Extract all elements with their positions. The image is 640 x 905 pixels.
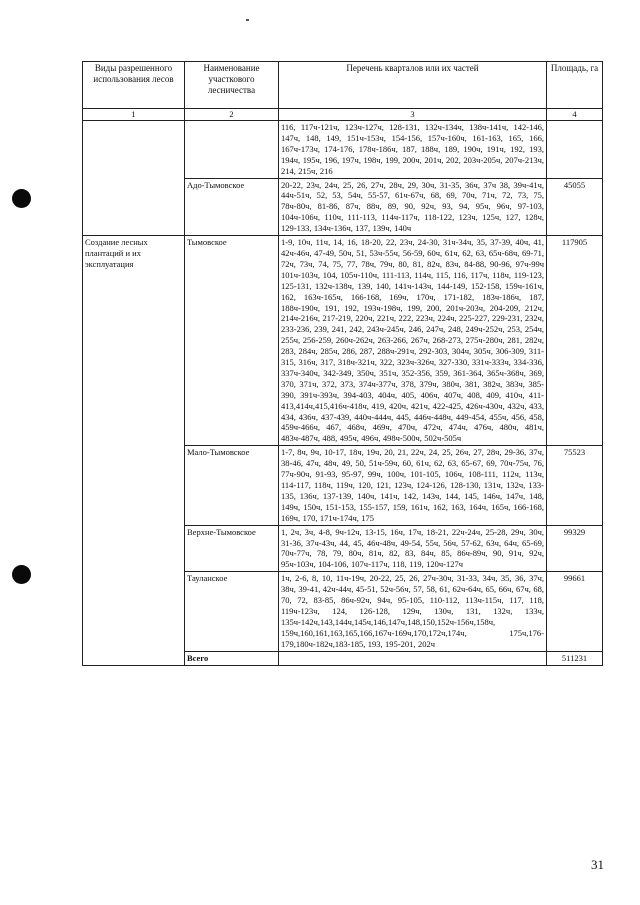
forestry-cell: Тауланское	[185, 572, 279, 651]
header-use-type: Виды разрешенного использования лесов	[83, 62, 185, 109]
quarters-cell: 1, 2ч, 3ч, 4-8, 9ч-12ч, 13-15, 16ч, 17ч, 18-21, 22ч-24ч, 25-28, 29ч, 30ч, 31-36, 37ч-43ч, 44, 45, 46ч-48ч, 49-54, 55ч, 56ч, 57-62, 63ч, 64ч, 65-69, 70ч-77ч, 78, 79, 80ч, 81ч, 82, 83, 84ч, 85, 86ч-89ч, 90, 91ч, 92ч, 95ч-103ч, 104-106, 107ч-117ч, 118, 119, 120ч-127ч	[279, 525, 547, 572]
column-number: 3	[279, 109, 547, 121]
total-area: 511231	[547, 651, 603, 665]
forestry-cell	[185, 121, 279, 179]
column-number: 2	[185, 109, 279, 121]
quarters-cell: 1-9, 10ч, 11ч, 14, 16, 18-20, 22, 23ч, 24-30, 31ч-34ч, 35, 37-39, 40ч, 41, 42ч-46ч, 47-49, 50ч, 51, 53ч-55ч, 56-59, 60ч, 61ч, 62, 63, 65ч-68ч, 69-71, 72ч, 73ч, 74, 75, 77, 78ч, 79ч, 80, 81, 82ч, 83ч, 84-88, 90-96, 97ч-99ч 101ч-103ч, 104, 105ч-110ч, 111-113, 114ч, 115, 116, 117ч, 118ч, 119-123, 125-131, 132ч-138ч, 139, 140, 141ч-143ч, 144-149, 152-158, 159ч-161ч, 162, 163ч-165ч, 166-168, 169ч, 170ч, 171-182, 183ч-186ч, 187, 188ч-190ч, 191, 192, 193ч-198ч, 199, 200, 201ч-203ч, 204-209, 212ч, 214ч-216ч, 217-219, 220ч, 221ч, 222, 223ч, 224ч, 225-227, 229-231, 232ч, 233-236, 239, 241, 242, 243ч-245ч, 246, 247ч, 248, 249ч-252ч, 253, 254ч, 255ч, 256-259, 260ч-262ч, 263-266, 267ч, 268-273, 275ч-280ч, 281, 282ч, 283, 284ч, 285ч, 286, 287, 288ч-291ч, 292-303, 304ч, 305ч, 306-309, 311-315, 316ч, 317, 318ч-321ч, 322, 323ч-326ч, 327-330, 331ч-333ч, 334-336, 337ч-340ч, 342-349, 350ч, 351ч, 352-356, 359, 361-364, 365ч-368ч, 369, 370, 371ч, 372, 373, 374ч-377ч, 378, 379ч, 380ч, 381, 382ч, 383ч, 385-390, 391ч-393ч, 394-403, 404ч, 405, 406ч, 407ч, 408, 409, 410ч, 411-413,414ч,415,416ч-418ч, 419, 420ч, 421ч, 422-425, 426ч-430ч, 432ч, 433, 434, 436ч, 437-439, 440ч-444ч, 445, 446ч-448ч, 449-454, 455ч, 456, 458, 459ч-466ч, 467, 468ч, 469ч, 470ч, 472ч, 474ч, 476ч, 480ч, 481ч, 483ч-487ч, 488, 495ч, 496ч, 498ч-500ч, 502ч-505ч	[279, 236, 547, 446]
forestry-cell: Мало-Тымовское	[185, 446, 279, 525]
area-cell: 99661	[547, 572, 603, 651]
punch-hole-bottom	[12, 565, 31, 584]
area-cell: 99329	[547, 525, 603, 572]
quarters-cell: 1ч, 2-6, 8, 10, 11ч-19ч, 20-22, 25, 26, 27ч-30ч, 31-33, 34ч, 35, 36, 37ч, 38ч, 39-41, 42ч-44ч, 45-51, 52ч-56ч, 57, 58, 61, 62ч-64ч, 65, 66ч, 67ч, 68, 70, 72, 83-85, 86ч-92ч, 94ч, 95-105, 110-112, 113ч-115ч, 117, 118, 119ч-123ч, 124, 126-128, 129ч, 130ч, 131, 132ч, 133ч, 135ч-142ч,143,144ч,145ч,146,147ч,148,150,152ч-156ч,158ч, 159ч,160,161,163,165,166,167ч-169ч,170,172ч,174ч, 175ч,176-179,180ч-182ч,183-185, 193, 195-201, 202ч	[279, 572, 547, 651]
total-label: Всего	[185, 651, 279, 665]
column-number: 4	[547, 109, 603, 121]
forestry-cell: Верхне-Тымовское	[185, 525, 279, 572]
column-numbers-row	[83, 109, 603, 121]
forestry-cell: Адо-Тымовское	[185, 178, 279, 236]
quarters-cell: 116, 117ч-121ч, 123ч-127ч, 128-131, 132ч-134ч, 138ч-141ч, 142-146, 147ч, 148, 149, 151ч-153ч, 154-156, 157ч-160ч, 161-163, 165, 166, 167ч-173ч, 174-176, 178ч-186ч, 187, 188ч, 189, 190ч, 191ч, 192, 193, 194ч, 195ч, 196, 197ч, 198ч, 199, 200ч, 201ч, 202, 203ч-205ч, 207ч-213ч, 214, 215ч, 216	[279, 121, 547, 179]
header-forestry: Наименование участкового лесничества	[185, 62, 279, 109]
quarters-cell: 1-7, 8ч, 9ч, 10-17, 18ч, 19ч, 20, 21, 22ч, 24, 25, 26ч, 27, 28ч, 29-36, 37ч, 38-46, 47ч, 48ч, 49, 50, 51ч-59ч, 60, 61ч, 62, 63, 65-67, 69, 70ч-75ч, 76, 77ч-90ч, 91-93, 95-97, 99ч, 100ч, 101-105, 106ч, 108-111, 112ч, 113ч, 114-117, 118ч, 119ч, 120, 121, 123ч, 124-126, 128-130, 131ч, 132ч, 133-135, 136ч, 137-139, 140ч, 141ч, 142, 143ч, 144, 145, 146ч, 147ч, 148, 149ч, 150ч, 151-153, 155-157, 159, 161ч, 162, 163, 164ч, 165ч, 166-168, 169ч, 170, 171ч-174ч, 175	[279, 446, 547, 525]
header-area: Площадь, га	[547, 62, 603, 109]
page-number: 31	[591, 857, 604, 872]
header-row	[83, 62, 603, 109]
table-row	[83, 236, 603, 446]
forest-use-table	[82, 61, 603, 666]
area-cell: 117905	[547, 236, 603, 446]
scan-mark	[246, 19, 249, 21]
total-empty-cell	[279, 651, 547, 665]
use-type-cell: Создание лесных плантаций и их эксплуатация	[83, 236, 185, 665]
table-row	[83, 121, 603, 179]
column-number: 1	[83, 109, 185, 121]
use-type-cell	[83, 121, 185, 236]
area-cell	[547, 121, 603, 179]
forestry-cell: Тымовское	[185, 236, 279, 446]
header-quarters: Перечень кварталов или их частей	[279, 62, 547, 109]
quarters-cell: 20-22, 23ч, 24ч, 25, 26, 27ч, 28ч, 29, 30ч, 31-35, 36ч, 37ч 38, 39ч-41ч, 44ч-51ч, 52, 53, 54ч, 55-57, 61ч-67ч, 68, 69, 70ч, 71ч, 72, 73, 75, 78ч-80ч, 81-86, 87ч, 88ч, 89, 90, 92ч, 93, 94, 95ч, 96ч, 97-103, 104ч-106ч, 110ч, 111-113, 114ч-117ч, 118-122, 123ч, 125ч, 127, 128ч, 129-133, 134ч-136ч, 137, 139ч, 140ч	[279, 178, 547, 236]
punch-hole-top	[12, 189, 31, 208]
area-cell: 75523	[547, 446, 603, 525]
area-cell: 45055	[547, 178, 603, 236]
